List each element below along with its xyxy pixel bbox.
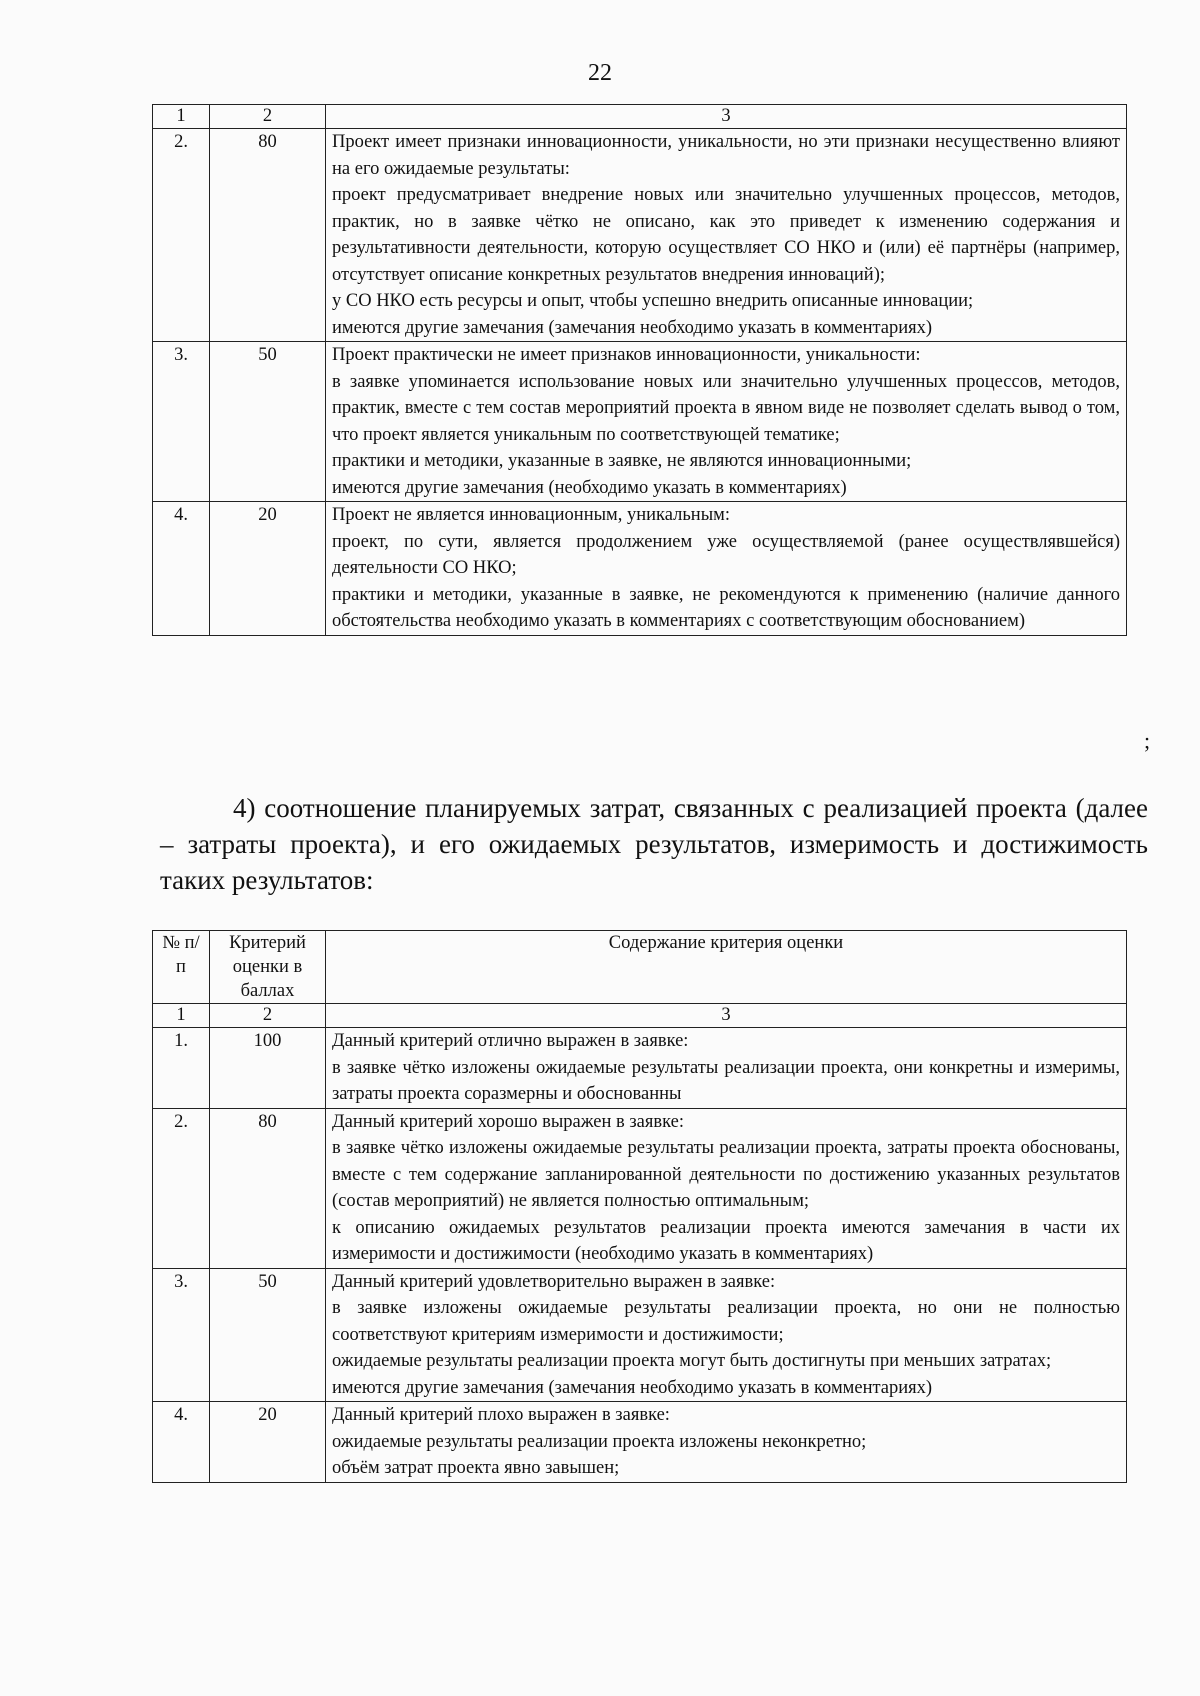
description-line: к описанию ожидаемых результатов реализации проекта имеются замечания в части их измеримости и достижимости (необходимо указать в комментариях) [332, 1217, 1120, 1264]
column-number: 3 [326, 1004, 1127, 1028]
table-row [153, 502, 1127, 636]
header-score: Критерий оценки в баллах [210, 931, 326, 1004]
table-row [153, 1028, 1127, 1109]
description-line: имеются другие замечания (необходимо указать в комментариях) [332, 477, 847, 498]
header-row [153, 931, 1127, 1004]
row-score: 80 [210, 129, 326, 342]
row-score: 20 [210, 1402, 326, 1483]
column-number-row [153, 1004, 1127, 1028]
row-score: 50 [210, 342, 326, 502]
table-row [153, 1402, 1127, 1483]
criteria-table-innovation [152, 104, 1127, 636]
row-number: 4. [153, 1402, 210, 1483]
description-line: Проект не является инновационным, уникальным: [332, 505, 730, 525]
criteria-table-costs [152, 930, 1127, 1483]
table-row [153, 1108, 1127, 1268]
row-description [326, 1268, 1127, 1402]
description-line: имеются другие замечания (замечания необходимо указать в комментариях) [332, 317, 933, 338]
description-line: Данный критерий отлично выражен в заявке: [332, 1031, 689, 1051]
table-body [153, 105, 1127, 636]
column-number: 2 [210, 1004, 326, 1028]
table-row [153, 129, 1127, 342]
row-number: 2. [153, 1108, 210, 1268]
column-number: 1 [153, 1004, 210, 1028]
description-line: проект, по сути, является продолжением уже осуществляемой (ранее осуществлявшейся) деятельности СО НКО; [332, 531, 1120, 578]
description-line: в заявке чётко изложены ожидаемые результаты реализации проекта, они конкретны и измеримы, затраты проекта соразмерны и обоснованны [332, 1057, 1120, 1104]
description-line: в заявке изложены ожидаемые результаты реализации проекта, но они не полностью соответствуют критериям измеримости и достижимости; [332, 1298, 1120, 1345]
description-line: Данный критерий удовлетворительно выражен в заявке: [332, 1271, 776, 1292]
column-number: 2 [210, 105, 326, 129]
row-number: 4. [153, 502, 210, 636]
row-description [326, 1108, 1127, 1268]
description-line: Данный критерий плохо выражен в заявке: [332, 1405, 670, 1425]
row-description [326, 129, 1127, 342]
description-line: Данный критерий хорошо выражен в заявке: [332, 1111, 685, 1132]
list-semicolon: ; [1144, 728, 1151, 753]
row-description [326, 1028, 1127, 1109]
row-score: 50 [210, 1268, 326, 1402]
description-line: Проект практически не имеет признаков инновационности, уникальности: [332, 345, 921, 365]
description-line: практики и методики, указанные в заявке, не являются инновационными; [332, 451, 912, 471]
column-number: 1 [153, 105, 210, 129]
section-paragraph: 4) соотношение планируемых затрат, связанных с реализацией проекта (далее – затраты проекта), и его ожидаемых результатов, измеримость и достижимость таких результатов: [160, 793, 1148, 895]
row-number: 3. [153, 1268, 210, 1402]
row-description [326, 1402, 1127, 1483]
header-number: № п/п [153, 931, 210, 1004]
row-number: 2. [153, 129, 210, 342]
description-line: в заявке упоминается использование новых или значительно улучшенных процессов, методов, практик, вместе с тем состав мероприятий проекта в явном виде не позволяет сделать вывод о том, что проект является уникальным по соответствующей тематике; [332, 371, 1120, 445]
page-number: 22 [588, 60, 612, 86]
row-score: 20 [210, 502, 326, 636]
table-row [153, 1268, 1127, 1402]
description-line: Проект имеет признаки инновационности, уникальности, но эти признаки несущественно влияют на его ожидаемые результаты: [332, 132, 1120, 179]
description-line: проект предусматривает внедрение новых или значительно улучшенных процессов, методов, практик, но в заявке чётко не описано, как это приведет к изменению содержания и результативности деятельности, которую осуществляет СО НКО и (или) её партнёры (например, отсутствует описание конкретных результатов внедрения инноваций); [332, 185, 1120, 285]
description-line: ожидаемые результаты реализации проекта могут быть достигнуты при меньших затратах; [332, 1351, 1052, 1371]
row-number: 3. [153, 342, 210, 502]
description-line: практики и методики, указанные в заявке, не рекомендуются к применению (наличие данного обстоятельства необходимо указать в комментариях с соответствующим обоснованием) [332, 584, 1120, 631]
description-line: имеются другие замечания (замечания необходимо указать в комментариях) [332, 1377, 933, 1398]
description-line: у СО НКО есть ресурсы и опыт, чтобы успешно внедрить описанные инновации; [332, 291, 974, 311]
row-score: 80 [210, 1108, 326, 1268]
description-line: ожидаемые результаты реализации проекта изложены неконкретно; [332, 1431, 867, 1452]
row-score: 100 [210, 1028, 326, 1109]
column-number-row [153, 105, 1127, 129]
description-line: объём затрат проекта явно завышен; [332, 1458, 620, 1478]
description-line: в заявке чётко изложены ожидаемые результаты реализации проекта, затраты проекта обоснованы, вместе с тем содержание запланированной деятельности по достижению указанных результатов (состав мероприятий) не является полностью оптимальным; [332, 1138, 1120, 1211]
row-description [326, 502, 1127, 636]
table-body [153, 931, 1127, 1483]
row-number: 1. [153, 1028, 210, 1109]
column-number: 3 [326, 105, 1127, 129]
table-row [153, 342, 1127, 502]
row-description [326, 342, 1127, 502]
header-content: Содержание критерия оценки [326, 931, 1127, 1004]
